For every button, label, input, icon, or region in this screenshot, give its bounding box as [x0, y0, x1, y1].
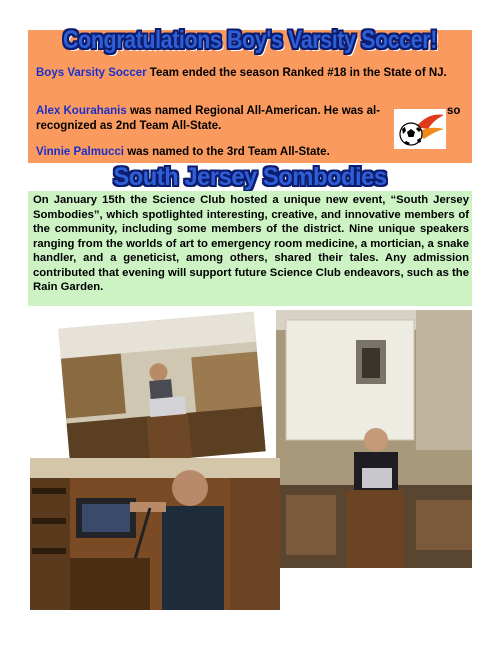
photo-speaker-projector: [276, 310, 472, 568]
team-ranking-text: Team ended the season Ranked #18 in the State of NJ.: [146, 67, 447, 79]
soccer-paragraph-alex: [36, 104, 388, 134]
somebodies-banner-title: South Jersey Sombodies: [113, 163, 387, 191]
player-name-vinnie: Vinnie Palmucci: [36, 146, 124, 158]
vinnie-award-text: was named to the 3rd Team All-State.: [124, 146, 330, 158]
photo-speaker-microphone: [30, 458, 280, 610]
soccer-paragraph-vinnie: [36, 145, 466, 160]
club-name: Science Club: [152, 194, 226, 206]
alex-award-text-tail: so: [447, 105, 461, 117]
event-date: January 15th: [53, 194, 126, 206]
alex-award-text-line2: recognized as 2nd Team All-State.: [36, 120, 222, 132]
text-segment: the: [125, 194, 153, 206]
photo-speaker-podium: [58, 312, 265, 469]
alex-award-text: was named Regional All-American. He was al-: [126, 105, 381, 117]
text-segment: On: [33, 194, 54, 206]
team-name: Boys Varsity Soccer: [36, 67, 147, 79]
soccer-banner-title: Congratulations Boy's Varsity Soccer!: [63, 26, 437, 54]
player-name-alex: Alex Kourahanis: [36, 105, 127, 117]
text-segment: hosted a unique new event,: [225, 194, 391, 206]
soccer-ball-clipart: [394, 109, 446, 149]
text-segment: , which spotlighted interesting, creative, and innovative members of the community, including some members of the district. Nine unique speakers ranging from the worlds of art to emergency room medicine, a mortician, a snake handler, and a geneticist, among others, shared their tales. Any admission contributed that evening will support future Science Club endeavors, such as the Rain Garden.: [33, 208, 469, 293]
somebodies-paragraph: [33, 193, 469, 295]
soccer-paragraph-team: [36, 66, 466, 81]
event-name: “South Jersey Sombodies”: [33, 194, 469, 221]
